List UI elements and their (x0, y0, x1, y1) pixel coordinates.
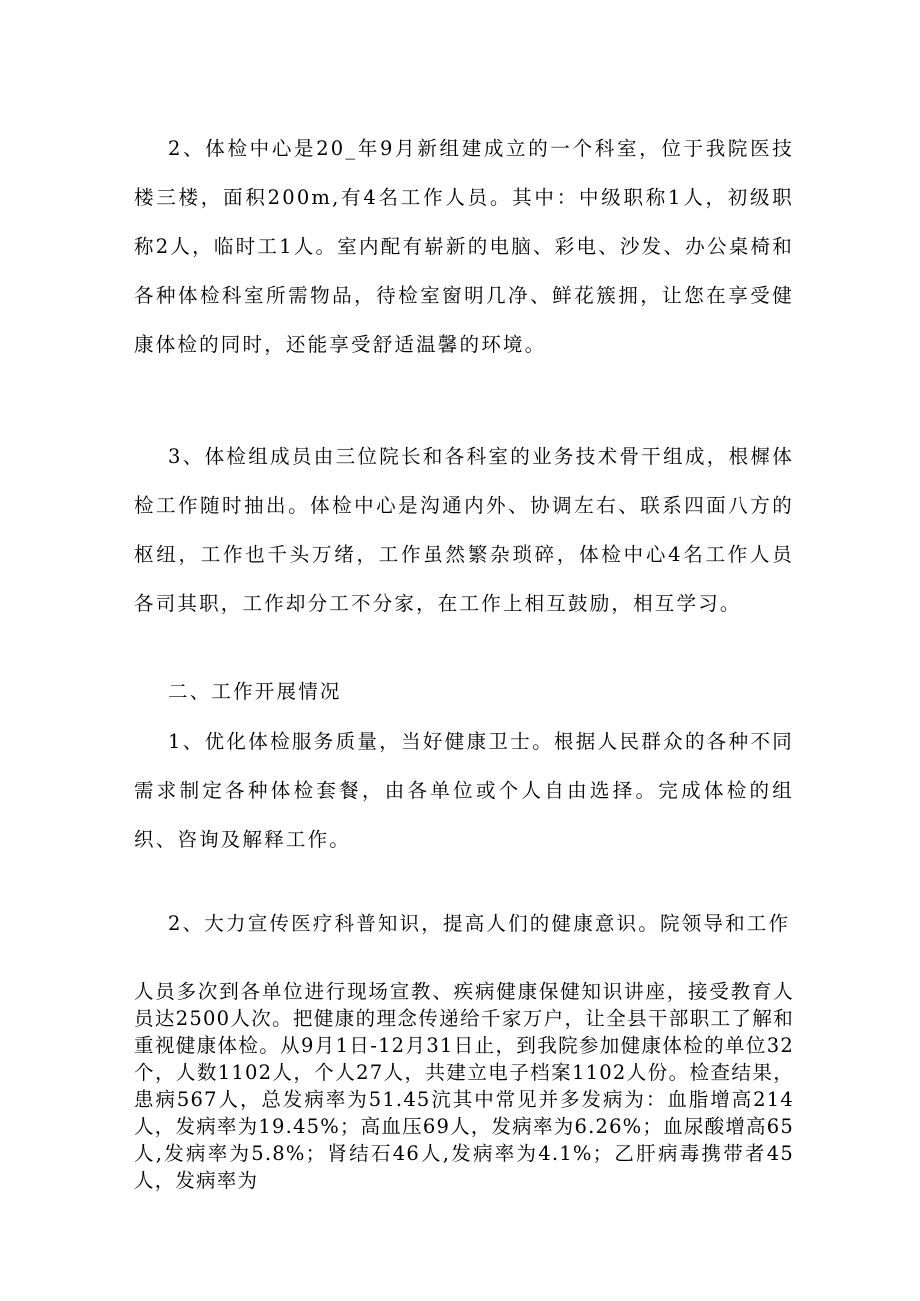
paragraph-service-quality: 1、优化体检服务质量，当好健康卫士。根据人民群众的各种不同需求制定各种体检套餐，由各单位或个人自由选择。完成体检的组织、咨询及解释工作。 (134, 730, 794, 851)
paragraph-physical-center-intro: 2、体检中心是20_年9月新组建成立的一个科室，位于我院医技楼三楼，面积200m,有4名工作人员。其中：中级职称1人，初级职称2人，临时工1人。室内配有崭新的电脑、彩电、沙发、办公桌椅和各种体检科室所需物品，待检室窗明几净、鲜花簇拥，让您在享受健康体检的同时，还能享受舒适温馨的环境。 (134, 137, 794, 356)
paragraph-health-education: 2、大力宣传医疗科普知识，提高人们的健康意识。院领导和工作 (168, 912, 791, 935)
paragraph-team-members: 3、体检组成员由三位院长和各科室的业务技术骨干组成，根樨体检工作随时抽出。体检中心是沟通内外、协调左右、联系四面八方的枢纽，工作也千头万绪，工作虽然繁杂琐碎，体检中心4名工作人员各司其职，工作却分工不分家，在工作上相互鼓励，相互学习。 (134, 445, 794, 615)
section-heading-work-progress: 二、工作开展情况 (168, 680, 342, 703)
paragraph-checkup-statistics: 人员多次到各单位进行现场宣教、疾病健康保健知识讲座，接受教育人员达2500人次。把健康的理念传递给千家万户，让全县干部职工了解和重视健康体检。从9月1日-12月31日止，到我院参加健康体检的单位32个，人数1102人，个人27人，共建立电子档案1102人份。检查结果，患病567人，总发病率为51.45沆其中常见并多发病为：血脂增高214人，发病率为19.45%；高血压69人，发病率为6.26%；血尿酸增高65人,发病率为5.8%；肾结石46人,发病率为4.1%；乙肝病毒携带者45人，发病率为 (134, 980, 794, 1192)
